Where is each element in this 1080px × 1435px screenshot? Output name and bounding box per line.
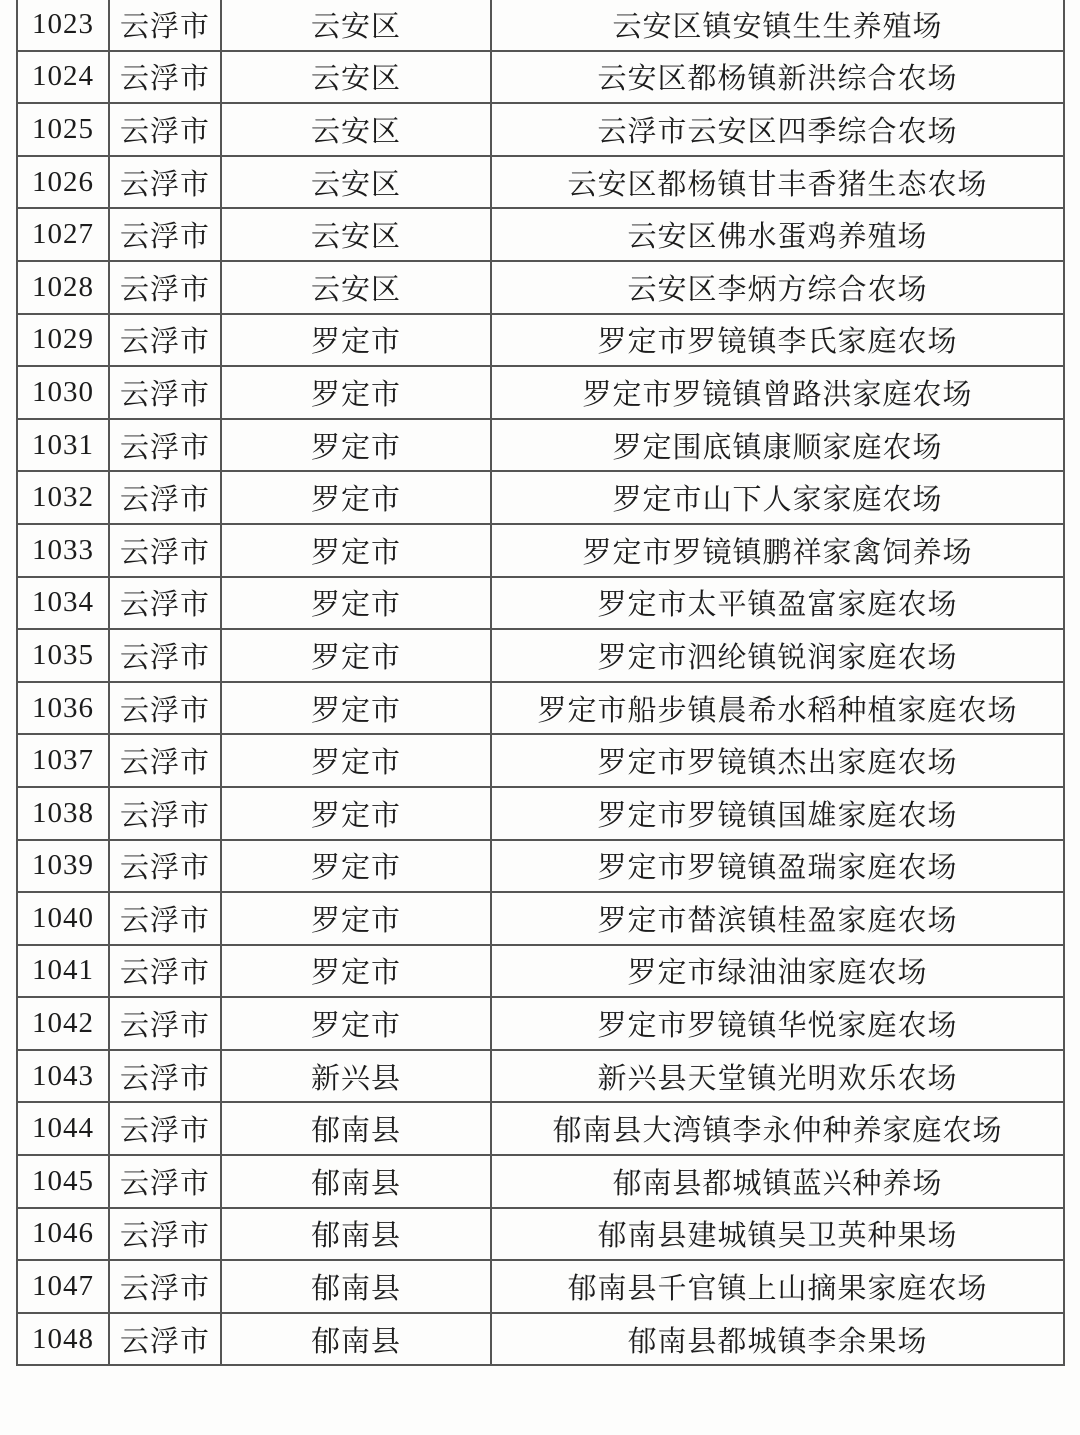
table-row [17, 261, 1064, 314]
county-cell: 云安区 [221, 261, 491, 314]
row-id-cell: 1040 [17, 892, 109, 945]
city-cell: 云浮市 [109, 156, 221, 209]
county-cell: 郁南县 [221, 1313, 491, 1366]
farm-name-cell: 云安区都杨镇新洪综合农场 [491, 51, 1064, 104]
table-row [17, 840, 1064, 893]
farm-name-cell: 云安区佛水蛋鸡养殖场 [491, 208, 1064, 261]
row-id-cell: 1024 [17, 51, 109, 104]
city-cell: 云浮市 [109, 1313, 221, 1366]
table-row [17, 1313, 1064, 1366]
farm-name-cell: 罗定市罗镜镇华悦家庭农场 [491, 997, 1064, 1050]
city-cell: 云浮市 [109, 1102, 221, 1155]
row-id-cell: 1032 [17, 471, 109, 524]
city-cell: 云浮市 [109, 366, 221, 419]
farm-name-cell: 罗定市罗镜镇国雄家庭农场 [491, 787, 1064, 840]
farm-name-cell: 罗定市榃滨镇桂盈家庭农场 [491, 892, 1064, 945]
farm-name-cell: 罗定市船步镇晨希水稻种植家庭农场 [491, 682, 1064, 735]
county-cell: 罗定市 [221, 892, 491, 945]
city-cell: 云浮市 [109, 1260, 221, 1313]
county-cell: 云安区 [221, 0, 491, 51]
county-cell: 罗定市 [221, 577, 491, 630]
row-id-cell: 1028 [17, 261, 109, 314]
city-cell: 云浮市 [109, 787, 221, 840]
farm-name-cell: 云安区都杨镇甘丰香猪生态农场 [491, 156, 1064, 209]
row-id-cell: 1026 [17, 156, 109, 209]
farm-name-cell: 罗定市罗镜镇鹏祥家禽饲养场 [491, 524, 1064, 577]
county-cell: 云安区 [221, 208, 491, 261]
city-cell: 云浮市 [109, 734, 221, 787]
row-id-cell: 1033 [17, 524, 109, 577]
row-id-cell: 1037 [17, 734, 109, 787]
city-cell: 云浮市 [109, 419, 221, 472]
county-cell: 罗定市 [221, 419, 491, 472]
city-cell: 云浮市 [109, 314, 221, 367]
farm-name-cell: 郁南县都城镇蓝兴种养场 [491, 1155, 1064, 1208]
county-cell: 云安区 [221, 156, 491, 209]
city-cell: 云浮市 [109, 577, 221, 630]
city-cell: 云浮市 [109, 0, 221, 51]
table-row [17, 156, 1064, 209]
table-row [17, 103, 1064, 156]
farm-name-cell: 云安区镇安镇生生养殖场 [491, 0, 1064, 51]
table-row [17, 997, 1064, 1050]
row-id-cell: 1038 [17, 787, 109, 840]
row-id-cell: 1031 [17, 419, 109, 472]
table-row [17, 208, 1064, 261]
table-row [17, 682, 1064, 735]
table-row [17, 366, 1064, 419]
row-id-cell: 1043 [17, 1050, 109, 1103]
table-row [17, 577, 1064, 630]
farm-name-cell: 云安区李炳方综合农场 [491, 261, 1064, 314]
table-row [17, 419, 1064, 472]
farm-table-body [17, 0, 1064, 1365]
county-cell: 罗定市 [221, 682, 491, 735]
county-cell: 罗定市 [221, 787, 491, 840]
city-cell: 云浮市 [109, 1155, 221, 1208]
county-cell: 郁南县 [221, 1260, 491, 1313]
table-row [17, 1260, 1064, 1313]
city-cell: 云浮市 [109, 892, 221, 945]
row-id-cell: 1047 [17, 1260, 109, 1313]
row-id-cell: 1025 [17, 103, 109, 156]
farm-name-cell: 罗定围底镇康顺家庭农场 [491, 419, 1064, 472]
table-row [17, 1155, 1064, 1208]
farm-name-cell: 罗定市泗纶镇锐润家庭农场 [491, 629, 1064, 682]
county-cell: 郁南县 [221, 1155, 491, 1208]
table-row [17, 314, 1064, 367]
county-cell: 罗定市 [221, 314, 491, 367]
row-id-cell: 1034 [17, 577, 109, 630]
county-cell: 罗定市 [221, 840, 491, 893]
table-row [17, 1050, 1064, 1103]
row-id-cell: 1029 [17, 314, 109, 367]
row-id-cell: 1027 [17, 208, 109, 261]
row-id-cell: 1041 [17, 945, 109, 998]
city-cell: 云浮市 [109, 261, 221, 314]
table-row [17, 1102, 1064, 1155]
row-id-cell: 1045 [17, 1155, 109, 1208]
table-row [17, 787, 1064, 840]
row-id-cell: 1035 [17, 629, 109, 682]
city-cell: 云浮市 [109, 1050, 221, 1103]
row-id-cell: 1039 [17, 840, 109, 893]
table-row [17, 629, 1064, 682]
table-row [17, 734, 1064, 787]
farm-name-cell: 罗定市绿油油家庭农场 [491, 945, 1064, 998]
city-cell: 云浮市 [109, 471, 221, 524]
row-id-cell: 1023 [17, 0, 109, 51]
table-row [17, 1208, 1064, 1261]
county-cell: 罗定市 [221, 997, 491, 1050]
table-row [17, 471, 1064, 524]
table-row [17, 0, 1064, 51]
city-cell: 云浮市 [109, 51, 221, 104]
farm-name-cell: 罗定市山下人家家庭农场 [491, 471, 1064, 524]
table-row [17, 524, 1064, 577]
county-cell: 新兴县 [221, 1050, 491, 1103]
farm-name-cell: 罗定市罗镜镇李氏家庭农场 [491, 314, 1064, 367]
farm-name-cell: 罗定市罗镜镇曾路洪家庭农场 [491, 366, 1064, 419]
city-cell: 云浮市 [109, 524, 221, 577]
farm-name-cell: 郁南县建城镇吴卫英种果场 [491, 1208, 1064, 1261]
county-cell: 郁南县 [221, 1208, 491, 1261]
farm-list-table [16, 0, 1065, 1366]
farm-name-cell: 新兴县天堂镇光明欢乐农场 [491, 1050, 1064, 1103]
city-cell: 云浮市 [109, 208, 221, 261]
city-cell: 云浮市 [109, 682, 221, 735]
row-id-cell: 1036 [17, 682, 109, 735]
row-id-cell: 1044 [17, 1102, 109, 1155]
county-cell: 罗定市 [221, 366, 491, 419]
city-cell: 云浮市 [109, 103, 221, 156]
city-cell: 云浮市 [109, 945, 221, 998]
row-id-cell: 1048 [17, 1313, 109, 1366]
county-cell: 罗定市 [221, 734, 491, 787]
table-row [17, 945, 1064, 998]
farm-name-cell: 云浮市云安区四季综合农场 [491, 103, 1064, 156]
county-cell: 罗定市 [221, 524, 491, 577]
county-cell: 云安区 [221, 51, 491, 104]
farm-name-cell: 罗定市罗镜镇盈瑞家庭农场 [491, 840, 1064, 893]
row-id-cell: 1030 [17, 366, 109, 419]
county-cell: 云安区 [221, 103, 491, 156]
county-cell: 罗定市 [221, 471, 491, 524]
row-id-cell: 1042 [17, 997, 109, 1050]
city-cell: 云浮市 [109, 997, 221, 1050]
city-cell: 云浮市 [109, 840, 221, 893]
table-row [17, 892, 1064, 945]
farm-name-cell: 罗定市太平镇盈富家庭农场 [491, 577, 1064, 630]
farm-name-cell: 罗定市罗镜镇杰出家庭农场 [491, 734, 1064, 787]
county-cell: 郁南县 [221, 1102, 491, 1155]
city-cell: 云浮市 [109, 629, 221, 682]
county-cell: 罗定市 [221, 945, 491, 998]
farm-name-cell: 郁南县都城镇李余果场 [491, 1313, 1064, 1366]
county-cell: 罗定市 [221, 629, 491, 682]
table-row [17, 51, 1064, 104]
row-id-cell: 1046 [17, 1208, 109, 1261]
city-cell: 云浮市 [109, 1208, 221, 1261]
farm-name-cell: 郁南县千官镇上山摘果家庭农场 [491, 1260, 1064, 1313]
farm-name-cell: 郁南县大湾镇李永仲种养家庭农场 [491, 1102, 1064, 1155]
